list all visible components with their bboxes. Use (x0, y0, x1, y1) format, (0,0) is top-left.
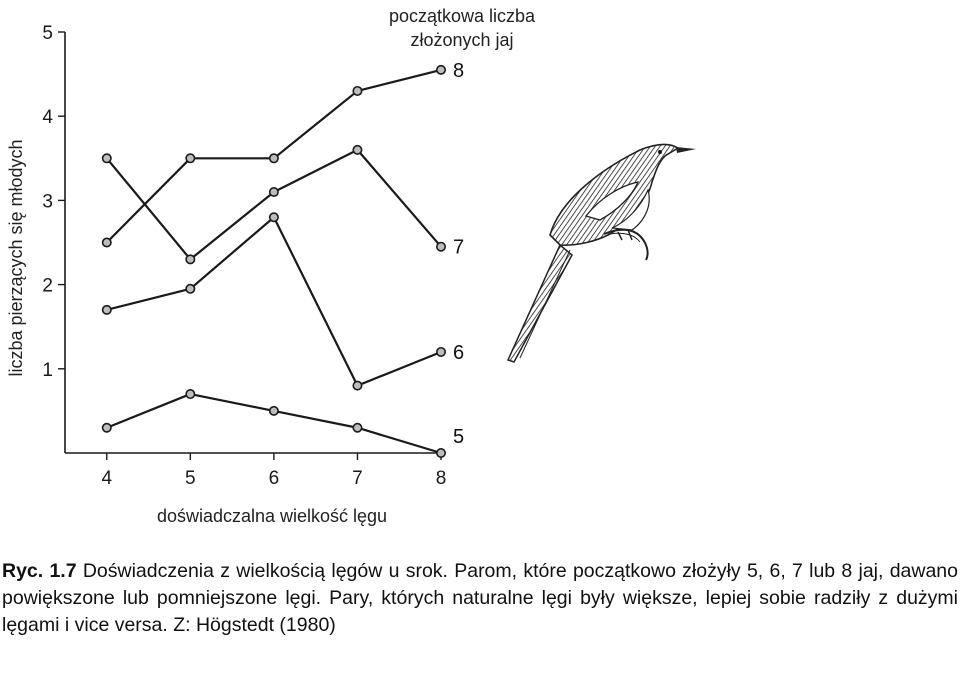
data-point-8 (103, 238, 111, 246)
series-label-7: 7 (453, 236, 465, 259)
x-tick-label: 4 (101, 468, 113, 489)
series-label-5: 5 (453, 426, 465, 448)
x-tick-label: 7 (352, 468, 363, 489)
legend-title-line-2: złożonych jaj (410, 30, 514, 50)
data-point-7 (353, 146, 361, 154)
magpie-illustration (500, 130, 700, 370)
line-chart (0, 0, 536, 540)
series-label-6: 6 (453, 341, 465, 364)
data-point-6 (437, 348, 445, 356)
y-tick-label: 5 (42, 23, 53, 44)
data-point-8 (270, 154, 278, 162)
data-point-5 (186, 390, 194, 398)
series-lines (107, 70, 441, 453)
data-point-6 (270, 213, 278, 221)
data-point-8 (437, 66, 445, 74)
x-tick-label: 6 (268, 468, 280, 489)
y-tick-label: 4 (42, 107, 53, 129)
caption-text: Doświadczenia z wielkością lęgów u srok. Parom, które początkowo złożyły 5, 6, 7 lub 8 jaj, dawano powiększone lub pomniejszone lęgi. Pary, których naturalne lęgi były większe, lepiej sobie radziły z dużymi lęgami i vice versa. Z: Högstedt (1980) (2, 560, 958, 636)
data-point-7 (270, 188, 278, 196)
data-point-5 (353, 424, 361, 432)
legend-title-line-1: początkowa liczba (388, 6, 536, 26)
series-line-6 (107, 217, 441, 385)
data-point-5 (103, 424, 111, 432)
data-point-6 (103, 306, 111, 314)
x-tick-label: 8 (435, 468, 447, 489)
ticks (42, 23, 446, 489)
figure-caption (2, 558, 958, 639)
data-point-5 (437, 449, 445, 457)
y-tick-label: 1 (42, 359, 53, 381)
data-point-7 (103, 154, 111, 162)
data-point-7 (437, 243, 445, 251)
caption-label: Ryc. 1.7 (2, 560, 77, 582)
data-point-5 (270, 407, 278, 415)
series-labels (453, 60, 464, 448)
x-tick-label: 5 (185, 468, 196, 489)
data-point-6 (353, 381, 361, 389)
series-points (103, 66, 446, 458)
y-tick-label: 2 (42, 275, 53, 297)
series-label-8: 8 (453, 59, 465, 82)
data-point-8 (353, 87, 361, 95)
axes (65, 32, 441, 453)
data-point-6 (186, 285, 194, 293)
y-tick-label: 3 (42, 191, 53, 213)
y-axis-title: liczba pierzących się młodych (6, 139, 26, 377)
series-line-5 (107, 394, 441, 453)
x-axis-title: doświadczalna wielkość lęgu (156, 506, 388, 526)
series-line-7 (107, 150, 441, 259)
data-point-7 (186, 255, 194, 263)
data-point-8 (186, 154, 194, 162)
